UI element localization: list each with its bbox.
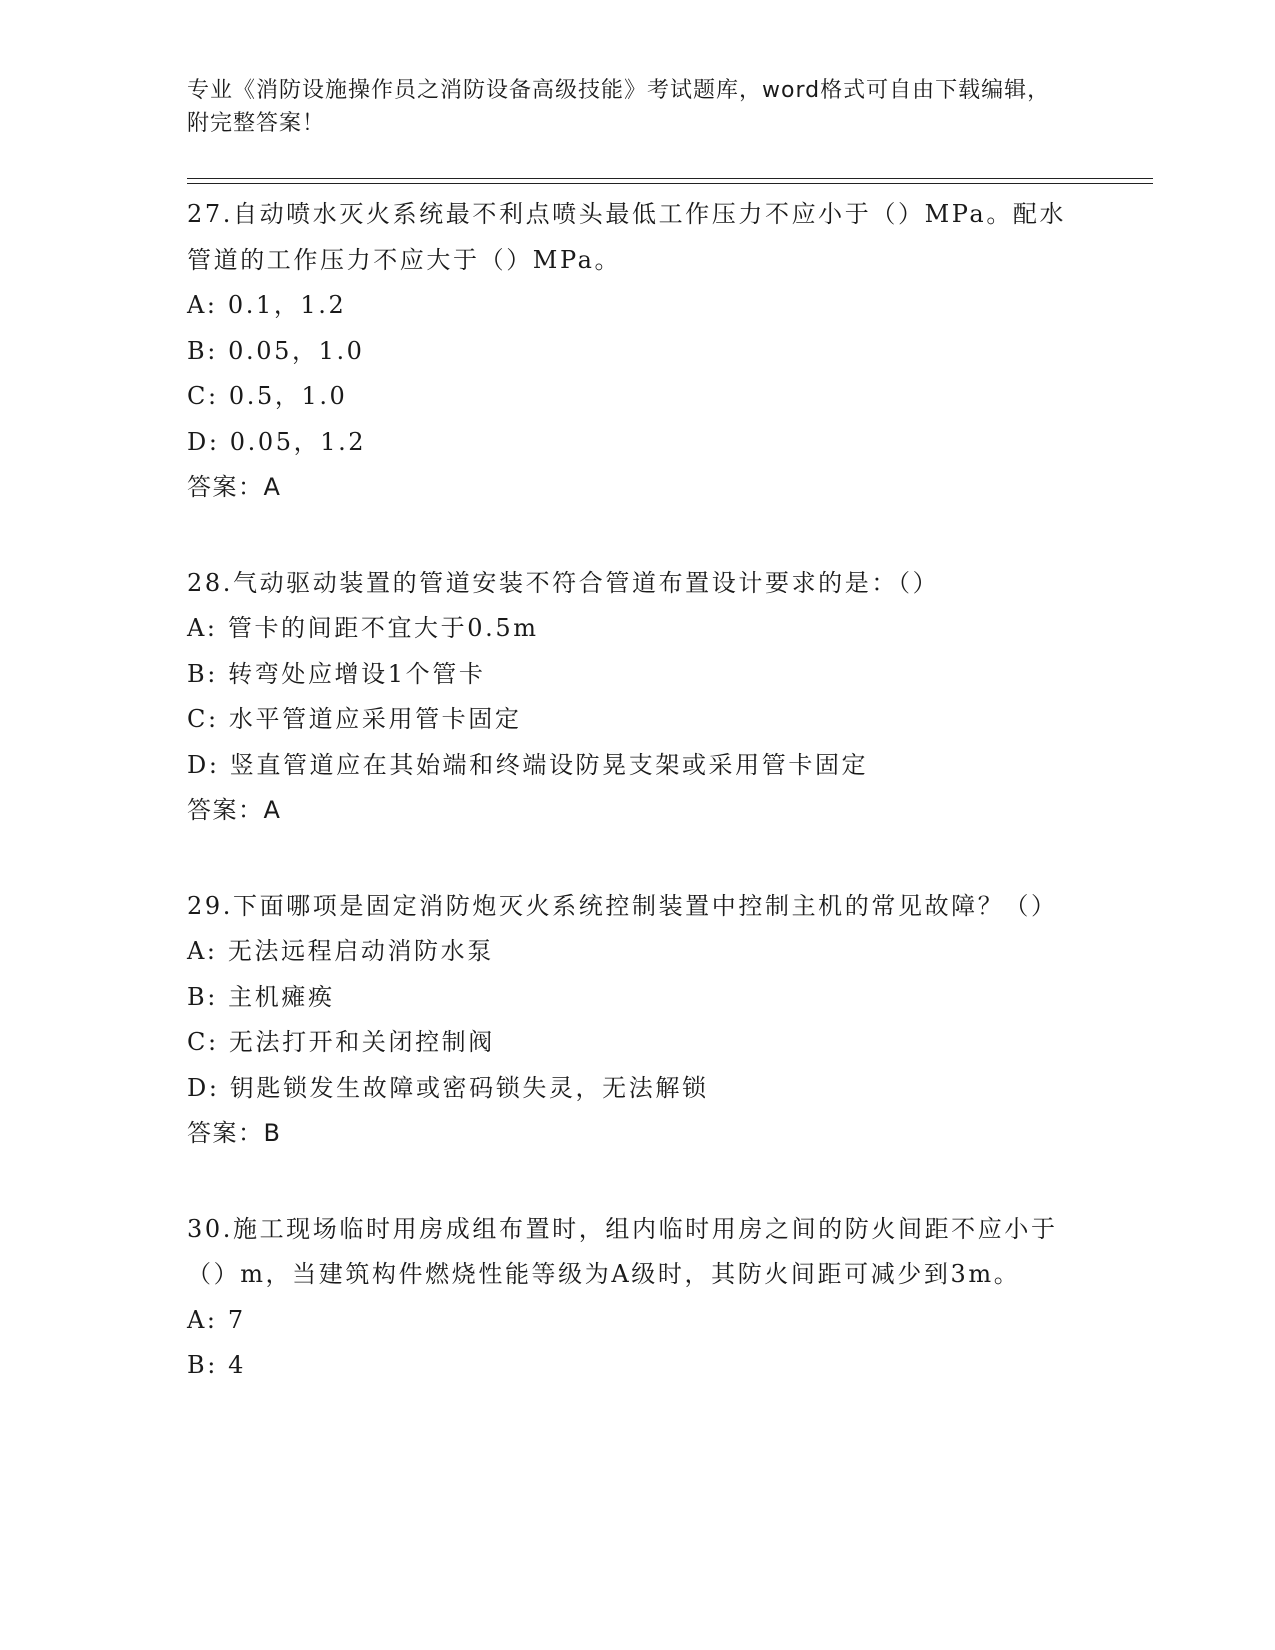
document-header: 专业《消防设施操作员之消防设备高级技能》考试题库，word格式可自由下载编辑，附完整答案！: [187, 78, 1051, 136]
answer-label: 答案：B: [187, 1119, 282, 1147]
option-d: D: 竖直管道应在其始端和终端设防晃支架或采用管卡固定: [187, 750, 869, 779]
answer-label: 答案：A: [187, 796, 282, 824]
question-29: [187, 884, 1087, 1157]
question-stem: 28.气动驱动装置的管道安装不符合管道布置设计要求的是：（）: [187, 568, 940, 597]
option-c: C: 0.5，1.0: [187, 382, 348, 410]
option-b: B: 0.05，1.0: [187, 336, 365, 365]
option-d: D: 0.05，1.2: [187, 427, 367, 456]
question-27: [187, 192, 1087, 511]
option-b: B: 4: [187, 1351, 247, 1379]
option-a: A: 无法远程启动消防水泵: [187, 937, 494, 965]
option-c: C: 无法打开和关闭控制阀: [187, 1028, 495, 1056]
question-30: [187, 1207, 1087, 1389]
question-stem: 29.下面哪项是固定消防炮灭火系统控制装置中控制主机的常见故障？（）: [187, 891, 1058, 920]
option-a: A: 7: [187, 1305, 246, 1334]
option-b: B: 主机瘫痪: [187, 982, 335, 1011]
option-b: B: 转弯处应增设1个管卡: [187, 659, 486, 688]
answer-label: 答案：A: [187, 473, 282, 501]
question-list: [187, 192, 1087, 1439]
header-divider-bottom: [187, 183, 1153, 184]
option-d: D: 钥匙锁发生故障或密码锁失灵，无法解锁: [187, 1073, 709, 1102]
question-28: [187, 561, 1087, 834]
option-c: C: 水平管道应采用管卡固定: [187, 705, 522, 733]
option-a: A: 0.1，1.2: [187, 291, 347, 319]
question-stem: 30.施工现场临时用房成组布置时，组内临时用房之间的防火间距不应小于（）m，当建筑构件燃烧性能等级为A级时，其防火间距可减少到3m。: [187, 1214, 1058, 1288]
header-divider-top: [187, 178, 1153, 179]
question-stem: 27.自动喷水灭火系统最不利点喷头最低工作压力不应小于（）MPa。配水管道的工作压力不应大于（）MPa。: [187, 200, 1067, 274]
option-a: A: 管卡的间距不宜大于0.5m: [187, 614, 539, 642]
